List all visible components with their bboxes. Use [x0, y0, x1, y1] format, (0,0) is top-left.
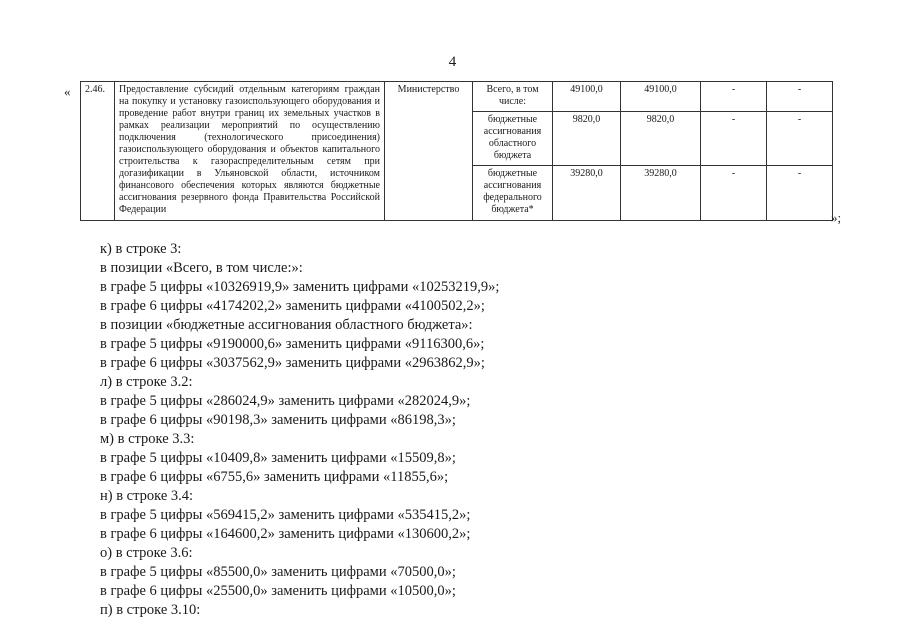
text-line: в графе 6 цифры «90198,3» заменить цифрами «86198,3»;: [100, 412, 456, 428]
column-7-value: -: [701, 111, 767, 166]
column-8-value: -: [767, 166, 833, 221]
amendment-text: [100, 240, 860, 620]
opening-quote: «: [64, 84, 71, 99]
text-line: в графе 5 цифры «9190000,6» заменить цифрами «9116300,6»;: [100, 336, 485, 352]
column-8-value: -: [767, 82, 833, 112]
column-6-value: 39280,0: [621, 166, 701, 221]
text-line: в графе 6 цифры «4174202,2» заменить цифрами «4100502,2»;: [100, 298, 485, 314]
text-line: в позиции «Всего, в том числе:»:: [100, 260, 303, 276]
funding-source-cell: Всего, в том числе:: [473, 82, 553, 112]
text-line: в графе 6 цифры «25500,0» заменить цифрами «10500,0»;: [100, 583, 456, 599]
text-line: п) в строке 3.10:: [100, 602, 201, 618]
column-8-value: -: [767, 111, 833, 166]
funding-source-cell: бюджетные ассигнования областного бюджета: [473, 111, 553, 166]
text-line: в графе 6 цифры «164600,2» заменить цифрами «130600,2»;: [100, 526, 471, 542]
text-line: н) в строке 3.4:: [100, 488, 194, 504]
row-number-cell: 2.46.: [81, 82, 115, 221]
column-6-value: 49100,0: [621, 82, 701, 112]
executor-cell: Министерство: [385, 82, 473, 221]
text-line: в графе 5 цифры «10409,8» заменить цифрами «15509,8»;: [100, 450, 456, 466]
description-cell: Предоставление субсидий отдельным категориям граждан на покупку и установку газоиспользующего оборудования и проведение работ внутри границ их земельных участков в рамках реализации мероприятий по осуществлению подключения (технологического присоединения) газоиспользующего оборудования и объектов капитального строительства к газораспределительным сетям при догазификации в Ульяновской области, источником финансового обеспечения которых являются бюджетные ассигнования резервного фонда Правительства Российской Федерации: [115, 82, 385, 221]
text-line: в графе 6 цифры «6755,6» заменить цифрами «11855,6»;: [100, 469, 449, 485]
column-5-value: 49100,0: [553, 82, 621, 112]
text-line: в графе 5 цифры «569415,2» заменить цифрами «535415,2»;: [100, 507, 471, 523]
column-5-value: 9820,0: [553, 111, 621, 166]
text-line: в графе 6 цифры «3037562,9» заменить цифрами «2963862,9»;: [100, 355, 485, 371]
column-7-value: -: [701, 82, 767, 112]
column-6-value: 9820,0: [621, 111, 701, 166]
text-line: в графе 5 цифры «85500,0» заменить цифрами «70500,0»;: [100, 564, 456, 580]
text-line: к) в строке 3:: [100, 241, 182, 257]
funding-source-cell: бюджетные ассигнования федерального бюджета*: [473, 166, 553, 221]
table-row: [81, 82, 833, 112]
text-line: в позиции «бюджетные ассигнования областного бюджета»:: [100, 317, 473, 333]
text-line: о) в строке 3.6:: [100, 545, 193, 561]
text-line: в графе 5 цифры «10326919,9» заменить цифрами «10253219,9»;: [100, 279, 500, 295]
column-7-value: -: [701, 166, 767, 221]
closing-quote: »;: [831, 210, 842, 225]
text-line: м) в строке 3.3:: [100, 431, 195, 447]
text-line: л) в строке 3.2:: [100, 374, 193, 390]
amendment-table: [80, 81, 833, 221]
column-5-value: 39280,0: [553, 166, 621, 221]
page-number: 4: [448, 54, 457, 70]
text-line: в графе 5 цифры «286024,9» заменить цифрами «282024,9»;: [100, 393, 471, 409]
